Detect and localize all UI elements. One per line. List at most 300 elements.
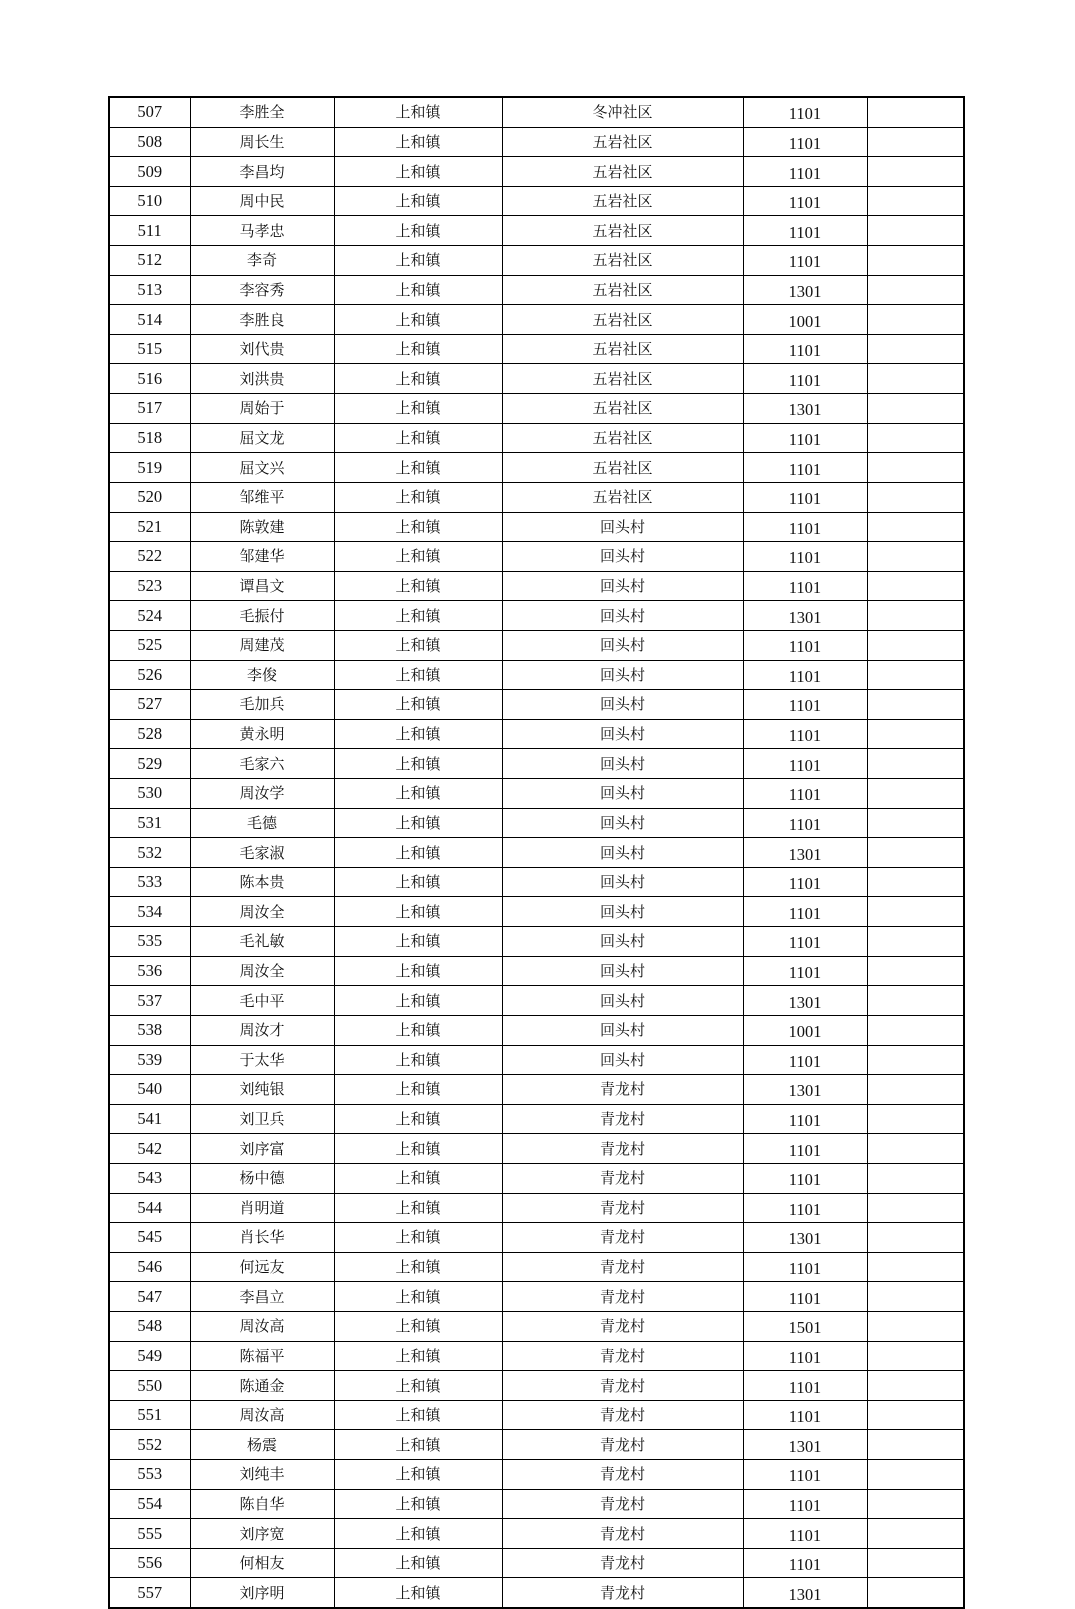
village-name: 青龙村 xyxy=(502,1282,743,1312)
person-name: 刘卫兵 xyxy=(190,1104,334,1134)
table-row xyxy=(109,1163,964,1193)
table-row xyxy=(109,1548,964,1578)
category-code: 1101 xyxy=(743,1519,867,1549)
village-name: 青龙村 xyxy=(502,1489,743,1519)
village-name: 青龙村 xyxy=(502,1252,743,1282)
row-number: 518 xyxy=(109,423,190,453)
row-number: 549 xyxy=(109,1341,190,1371)
table-row xyxy=(109,423,964,453)
table-row xyxy=(109,986,964,1016)
town-name: 上和镇 xyxy=(334,1282,502,1312)
person-name: 周建茂 xyxy=(190,630,334,660)
row-number: 556 xyxy=(109,1548,190,1578)
table-row xyxy=(109,1489,964,1519)
category-code: 1101 xyxy=(743,1400,867,1430)
category-code: 1301 xyxy=(743,1075,867,1105)
person-name: 谭昌文 xyxy=(190,571,334,601)
category-code: 1101 xyxy=(743,808,867,838)
category-code: 1101 xyxy=(743,719,867,749)
table-row xyxy=(109,571,964,601)
category-code: 1101 xyxy=(743,334,867,364)
note-cell xyxy=(867,127,964,157)
town-name: 上和镇 xyxy=(334,157,502,187)
category-code: 1301 xyxy=(743,1578,867,1608)
village-name: 五岩社区 xyxy=(502,423,743,453)
category-code: 1101 xyxy=(743,453,867,483)
town-name: 上和镇 xyxy=(334,927,502,957)
person-name: 毛家六 xyxy=(190,749,334,779)
table-row xyxy=(109,453,964,483)
table-row xyxy=(109,542,964,572)
town-name: 上和镇 xyxy=(334,601,502,631)
category-code: 1301 xyxy=(743,601,867,631)
town-name: 上和镇 xyxy=(334,186,502,216)
person-name: 李容秀 xyxy=(190,275,334,305)
row-number: 528 xyxy=(109,719,190,749)
town-name: 上和镇 xyxy=(334,1519,502,1549)
note-cell xyxy=(867,1134,964,1164)
town-name: 上和镇 xyxy=(334,1548,502,1578)
row-number: 530 xyxy=(109,779,190,809)
note-cell xyxy=(867,246,964,276)
town-name: 上和镇 xyxy=(334,1223,502,1253)
note-cell xyxy=(867,1400,964,1430)
village-name: 青龙村 xyxy=(502,1193,743,1223)
category-code: 1301 xyxy=(743,394,867,424)
row-number: 532 xyxy=(109,838,190,868)
table-row xyxy=(109,601,964,631)
note-cell xyxy=(867,542,964,572)
village-name: 青龙村 xyxy=(502,1341,743,1371)
town-name: 上和镇 xyxy=(334,542,502,572)
town-name: 上和镇 xyxy=(334,660,502,690)
person-name: 李俊 xyxy=(190,660,334,690)
table-row xyxy=(109,867,964,897)
village-name: 五岩社区 xyxy=(502,334,743,364)
person-name: 杨震 xyxy=(190,1430,334,1460)
row-number: 509 xyxy=(109,157,190,187)
category-code: 1101 xyxy=(743,157,867,187)
note-cell xyxy=(867,453,964,483)
table-row xyxy=(109,660,964,690)
row-number: 524 xyxy=(109,601,190,631)
village-name: 青龙村 xyxy=(502,1548,743,1578)
row-number: 513 xyxy=(109,275,190,305)
town-name: 上和镇 xyxy=(334,838,502,868)
table-row xyxy=(109,1252,964,1282)
village-name: 青龙村 xyxy=(502,1460,743,1490)
category-code: 1101 xyxy=(743,1371,867,1401)
note-cell xyxy=(867,394,964,424)
note-cell xyxy=(867,897,964,927)
person-name: 周汝全 xyxy=(190,897,334,927)
town-name: 上和镇 xyxy=(334,1341,502,1371)
table-row xyxy=(109,1282,964,1312)
village-name: 回头村 xyxy=(502,867,743,897)
note-cell xyxy=(867,1075,964,1105)
note-cell xyxy=(867,1371,964,1401)
person-name: 周长生 xyxy=(190,127,334,157)
person-name: 毛中平 xyxy=(190,986,334,1016)
note-cell xyxy=(867,749,964,779)
category-code: 1101 xyxy=(743,1163,867,1193)
village-name: 青龙村 xyxy=(502,1519,743,1549)
town-name: 上和镇 xyxy=(334,216,502,246)
town-name: 上和镇 xyxy=(334,1311,502,1341)
category-code: 1101 xyxy=(743,867,867,897)
person-name: 李奇 xyxy=(190,246,334,276)
table-row xyxy=(109,927,964,957)
person-name: 于太华 xyxy=(190,1045,334,1075)
town-name: 上和镇 xyxy=(334,453,502,483)
category-code: 1101 xyxy=(743,749,867,779)
note-cell xyxy=(867,1104,964,1134)
row-number: 521 xyxy=(109,512,190,542)
town-name: 上和镇 xyxy=(334,1163,502,1193)
village-name: 回头村 xyxy=(502,897,743,927)
village-name: 青龙村 xyxy=(502,1075,743,1105)
person-name: 杨中德 xyxy=(190,1163,334,1193)
village-name: 回头村 xyxy=(502,542,743,572)
note-cell xyxy=(867,719,964,749)
row-number: 520 xyxy=(109,482,190,512)
person-name: 肖长华 xyxy=(190,1223,334,1253)
category-code: 1101 xyxy=(743,542,867,572)
person-name: 马孝忠 xyxy=(190,216,334,246)
town-name: 上和镇 xyxy=(334,1400,502,1430)
table-row xyxy=(109,630,964,660)
town-name: 上和镇 xyxy=(334,394,502,424)
note-cell xyxy=(867,305,964,335)
row-number: 543 xyxy=(109,1163,190,1193)
note-cell xyxy=(867,1223,964,1253)
person-name: 陈自华 xyxy=(190,1489,334,1519)
person-name: 何远友 xyxy=(190,1252,334,1282)
category-code: 1101 xyxy=(743,1460,867,1490)
category-code: 1101 xyxy=(743,956,867,986)
table-row xyxy=(109,1193,964,1223)
row-number: 546 xyxy=(109,1252,190,1282)
person-name: 屈文兴 xyxy=(190,453,334,483)
row-number: 553 xyxy=(109,1460,190,1490)
table-row xyxy=(109,512,964,542)
table-row xyxy=(109,127,964,157)
note-cell xyxy=(867,1045,964,1075)
note-cell xyxy=(867,97,964,127)
table-row xyxy=(109,157,964,187)
note-cell xyxy=(867,1341,964,1371)
table-row xyxy=(109,394,964,424)
category-code: 1101 xyxy=(743,512,867,542)
category-code: 1101 xyxy=(743,660,867,690)
category-code: 1301 xyxy=(743,1430,867,1460)
note-cell xyxy=(867,1430,964,1460)
note-cell xyxy=(867,157,964,187)
town-name: 上和镇 xyxy=(334,719,502,749)
person-name: 毛礼敏 xyxy=(190,927,334,957)
person-name: 毛加兵 xyxy=(190,690,334,720)
category-code: 1101 xyxy=(743,216,867,246)
village-name: 青龙村 xyxy=(502,1400,743,1430)
person-name: 李昌均 xyxy=(190,157,334,187)
village-name: 回头村 xyxy=(502,719,743,749)
row-number: 512 xyxy=(109,246,190,276)
table-row xyxy=(109,334,964,364)
person-name: 邹维平 xyxy=(190,482,334,512)
table-row xyxy=(109,186,964,216)
village-name: 回头村 xyxy=(502,838,743,868)
row-number: 540 xyxy=(109,1075,190,1105)
village-name: 回头村 xyxy=(502,1045,743,1075)
village-name: 五岩社区 xyxy=(502,216,743,246)
table-row xyxy=(109,1075,964,1105)
row-number: 541 xyxy=(109,1104,190,1134)
table-row xyxy=(109,1045,964,1075)
village-name: 回头村 xyxy=(502,601,743,631)
village-name: 青龙村 xyxy=(502,1578,743,1608)
village-name: 回头村 xyxy=(502,986,743,1016)
town-name: 上和镇 xyxy=(334,364,502,394)
note-cell xyxy=(867,867,964,897)
note-cell xyxy=(867,1163,964,1193)
person-name: 刘序宽 xyxy=(190,1519,334,1549)
note-cell xyxy=(867,956,964,986)
table-row xyxy=(109,1341,964,1371)
note-cell xyxy=(867,334,964,364)
category-code: 1101 xyxy=(743,364,867,394)
person-name: 李胜良 xyxy=(190,305,334,335)
note-cell xyxy=(867,482,964,512)
town-name: 上和镇 xyxy=(334,1193,502,1223)
roster-body xyxy=(109,97,964,1608)
town-name: 上和镇 xyxy=(334,690,502,720)
person-name: 周汝高 xyxy=(190,1311,334,1341)
row-number: 517 xyxy=(109,394,190,424)
category-code: 1101 xyxy=(743,571,867,601)
category-code: 1101 xyxy=(743,1489,867,1519)
table-row xyxy=(109,1578,964,1608)
village-name: 冬冲社区 xyxy=(502,97,743,127)
village-name: 青龙村 xyxy=(502,1134,743,1164)
town-name: 上和镇 xyxy=(334,305,502,335)
note-cell xyxy=(867,423,964,453)
table-row xyxy=(109,719,964,749)
table-row xyxy=(109,1223,964,1253)
village-name: 五岩社区 xyxy=(502,186,743,216)
table-row xyxy=(109,1519,964,1549)
category-code: 1301 xyxy=(743,1223,867,1253)
village-name: 回头村 xyxy=(502,660,743,690)
person-name: 陈通金 xyxy=(190,1371,334,1401)
note-cell xyxy=(867,838,964,868)
table-row xyxy=(109,690,964,720)
note-cell xyxy=(867,364,964,394)
town-name: 上和镇 xyxy=(334,749,502,779)
category-code: 1101 xyxy=(743,690,867,720)
note-cell xyxy=(867,1519,964,1549)
row-number: 531 xyxy=(109,808,190,838)
town-name: 上和镇 xyxy=(334,956,502,986)
row-number: 544 xyxy=(109,1193,190,1223)
note-cell xyxy=(867,1282,964,1312)
town-name: 上和镇 xyxy=(334,1104,502,1134)
row-number: 552 xyxy=(109,1430,190,1460)
town-name: 上和镇 xyxy=(334,1489,502,1519)
row-number: 545 xyxy=(109,1223,190,1253)
note-cell xyxy=(867,216,964,246)
category-code: 1101 xyxy=(743,1252,867,1282)
person-name: 刘代贵 xyxy=(190,334,334,364)
table-row xyxy=(109,482,964,512)
row-number: 536 xyxy=(109,956,190,986)
person-name: 周中民 xyxy=(190,186,334,216)
table-row xyxy=(109,275,964,305)
village-name: 青龙村 xyxy=(502,1371,743,1401)
note-cell xyxy=(867,571,964,601)
village-name: 回头村 xyxy=(502,1015,743,1045)
table-row xyxy=(109,1400,964,1430)
village-name: 五岩社区 xyxy=(502,482,743,512)
category-code: 1101 xyxy=(743,897,867,927)
person-name: 刘纯丰 xyxy=(190,1460,334,1490)
note-cell xyxy=(867,186,964,216)
row-number: 534 xyxy=(109,897,190,927)
category-code: 1101 xyxy=(743,127,867,157)
village-name: 五岩社区 xyxy=(502,157,743,187)
row-number: 548 xyxy=(109,1311,190,1341)
town-name: 上和镇 xyxy=(334,897,502,927)
village-name: 回头村 xyxy=(502,927,743,957)
table-row xyxy=(109,305,964,335)
town-name: 上和镇 xyxy=(334,630,502,660)
category-code: 1001 xyxy=(743,1015,867,1045)
row-number: 510 xyxy=(109,186,190,216)
village-name: 青龙村 xyxy=(502,1223,743,1253)
person-name: 陈敦建 xyxy=(190,512,334,542)
village-name: 五岩社区 xyxy=(502,246,743,276)
town-name: 上和镇 xyxy=(334,1075,502,1105)
town-name: 上和镇 xyxy=(334,1252,502,1282)
town-name: 上和镇 xyxy=(334,808,502,838)
village-name: 回头村 xyxy=(502,512,743,542)
row-number: 535 xyxy=(109,927,190,957)
row-number: 511 xyxy=(109,216,190,246)
note-cell xyxy=(867,1460,964,1490)
note-cell xyxy=(867,779,964,809)
table-row xyxy=(109,956,964,986)
person-name: 屈文龙 xyxy=(190,423,334,453)
category-code: 1101 xyxy=(743,97,867,127)
table-row xyxy=(109,897,964,927)
table-row xyxy=(109,1015,964,1045)
note-cell xyxy=(867,986,964,1016)
town-name: 上和镇 xyxy=(334,1045,502,1075)
village-name: 回头村 xyxy=(502,808,743,838)
note-cell xyxy=(867,660,964,690)
person-name: 何相友 xyxy=(190,1548,334,1578)
category-code: 1101 xyxy=(743,246,867,276)
category-code: 1001 xyxy=(743,305,867,335)
person-name: 陈福平 xyxy=(190,1341,334,1371)
village-name: 回头村 xyxy=(502,956,743,986)
note-cell xyxy=(867,1015,964,1045)
note-cell xyxy=(867,690,964,720)
category-code: 1101 xyxy=(743,1341,867,1371)
row-number: 542 xyxy=(109,1134,190,1164)
category-code: 1101 xyxy=(743,423,867,453)
village-name: 五岩社区 xyxy=(502,127,743,157)
category-code: 1101 xyxy=(743,1104,867,1134)
row-number: 555 xyxy=(109,1519,190,1549)
town-name: 上和镇 xyxy=(334,986,502,1016)
town-name: 上和镇 xyxy=(334,867,502,897)
table-row xyxy=(109,1460,964,1490)
village-name: 青龙村 xyxy=(502,1104,743,1134)
category-code: 1101 xyxy=(743,630,867,660)
town-name: 上和镇 xyxy=(334,482,502,512)
row-number: 551 xyxy=(109,1400,190,1430)
village-name: 青龙村 xyxy=(502,1163,743,1193)
table-row xyxy=(109,1104,964,1134)
row-number: 554 xyxy=(109,1489,190,1519)
category-code: 1501 xyxy=(743,1311,867,1341)
town-name: 上和镇 xyxy=(334,779,502,809)
person-name: 周汝高 xyxy=(190,1400,334,1430)
table-row xyxy=(109,364,964,394)
row-number: 538 xyxy=(109,1015,190,1045)
person-name: 毛德 xyxy=(190,808,334,838)
table-row xyxy=(109,808,964,838)
row-number: 522 xyxy=(109,542,190,572)
person-name: 周汝全 xyxy=(190,956,334,986)
village-name: 回头村 xyxy=(502,571,743,601)
person-name: 刘洪贵 xyxy=(190,364,334,394)
village-name: 五岩社区 xyxy=(502,364,743,394)
category-code: 1301 xyxy=(743,986,867,1016)
town-name: 上和镇 xyxy=(334,1430,502,1460)
row-number: 525 xyxy=(109,630,190,660)
category-code: 1101 xyxy=(743,1045,867,1075)
town-name: 上和镇 xyxy=(334,1134,502,1164)
person-name: 周汝学 xyxy=(190,779,334,809)
row-number: 514 xyxy=(109,305,190,335)
note-cell xyxy=(867,1311,964,1341)
village-name: 五岩社区 xyxy=(502,453,743,483)
row-number: 557 xyxy=(109,1578,190,1608)
row-number: 523 xyxy=(109,571,190,601)
category-code: 1101 xyxy=(743,1548,867,1578)
note-cell xyxy=(867,601,964,631)
category-code: 1301 xyxy=(743,838,867,868)
row-number: 516 xyxy=(109,364,190,394)
table-row xyxy=(109,1134,964,1164)
person-name: 刘序富 xyxy=(190,1134,334,1164)
village-name: 回头村 xyxy=(502,779,743,809)
town-name: 上和镇 xyxy=(334,571,502,601)
person-name: 李昌立 xyxy=(190,1282,334,1312)
village-name: 五岩社区 xyxy=(502,394,743,424)
town-name: 上和镇 xyxy=(334,1460,502,1490)
town-name: 上和镇 xyxy=(334,512,502,542)
note-cell xyxy=(867,1489,964,1519)
category-code: 1101 xyxy=(743,1282,867,1312)
town-name: 上和镇 xyxy=(334,97,502,127)
table-row xyxy=(109,1311,964,1341)
row-number: 533 xyxy=(109,867,190,897)
row-number: 529 xyxy=(109,749,190,779)
table-row xyxy=(109,246,964,276)
person-name: 刘序明 xyxy=(190,1578,334,1608)
